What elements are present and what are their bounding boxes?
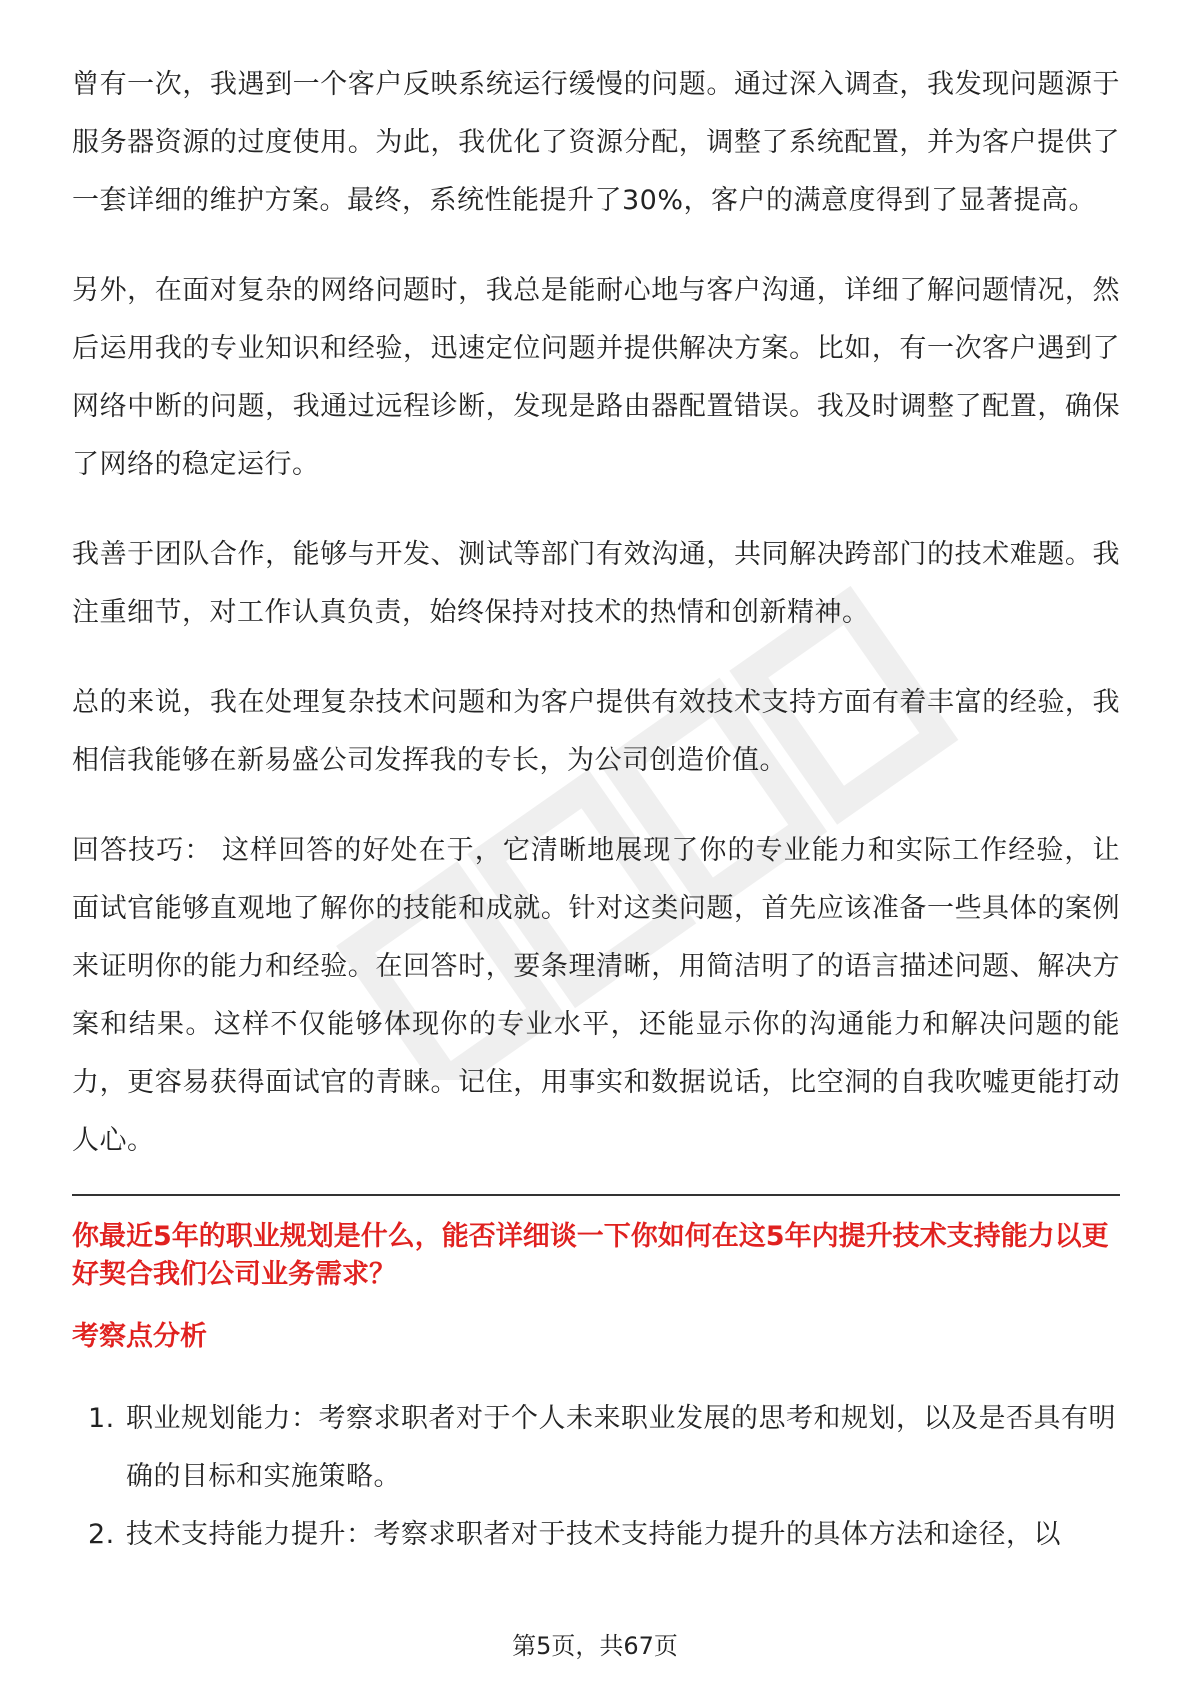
paragraph: 总的来说，我在处理复杂技术问题和为客户提供有效技术支持方面有着丰富的经验，我相信我能够在新易盛公司发挥我的专长，为公司创造价值。 xyxy=(72,687,1120,776)
section-divider xyxy=(72,1194,1120,1196)
page-footer: 第5页，共67页 xyxy=(512,1632,678,1660)
list-item-text: 技术支持能力提升：考察求职者对于技术支持能力提升的具体方法和途径，以 xyxy=(126,1519,1061,1550)
list-item-text: 职业规划能力：考察求职者对于个人未来职业发展的思考和规划，以及是否具有明确的目标和实施策略。 xyxy=(126,1403,1116,1492)
list-item xyxy=(72,1506,1120,1564)
list-item xyxy=(72,1390,1120,1506)
answer-tips-paragraph: 回答技巧： 这样回答的好处在于，它清晰地展现了你的专业能力和实际工作经验，让面试官能够直观地了解你的技能和成就。针对这类问题，首先应该准备一些具体的案例来证明你的能力和经验。在回答时，要条理清晰，用简洁明了的语言描述问题、解决方案和结果。这样不仅能够体现你的专业水平，还能显示你的沟通能力和解决问题的能力，更容易获得面试官的青睐。记住，用事实和数据说话，比空洞的自我吹嘘更能打动人心。 xyxy=(72,835,1120,1156)
analysis-heading: 考察点分析 xyxy=(72,1321,207,1352)
interview-question: 你最近5年的职业规划是什么，能否详细谈一下你如何在这5年内提升技术支持能力以更好契合我们公司业务需求？ xyxy=(72,1221,1109,1290)
paragraph: 曾有一次，我遇到一个客户反映系统运行缓慢的问题。通过深入调查，我发现问题源于服务器资源的过度使用。为此，我优化了资源分配，调整了系统配置，并为客户提供了一套详细的维护方案。最终，系统性能提升了30%，客户的满意度得到了显著提高。 xyxy=(72,69,1120,216)
paragraph: 另外，在面对复杂的网络问题时，我总是能耐心地与客户沟通，详细了解问题情况，然后运用我的专业知识和经验，迅速定位问题并提供解决方案。比如，有一次客户遇到了网络中断的问题，我通过远程诊断，发现是路由器配置错误。我及时调整了配置，确保了网络的稳定运行。 xyxy=(72,275,1120,480)
paragraph: 我善于团队合作，能够与开发、测试等部门有效沟通，共同解决跨部门的技术难题。我注重细节，对工作认真负责，始终保持对技术的热情和创新精神。 xyxy=(72,539,1120,628)
list-number: 2. xyxy=(88,1519,115,1550)
list-number: 1. xyxy=(88,1403,115,1434)
document-body xyxy=(72,56,1120,1564)
analysis-list xyxy=(72,1390,1120,1564)
